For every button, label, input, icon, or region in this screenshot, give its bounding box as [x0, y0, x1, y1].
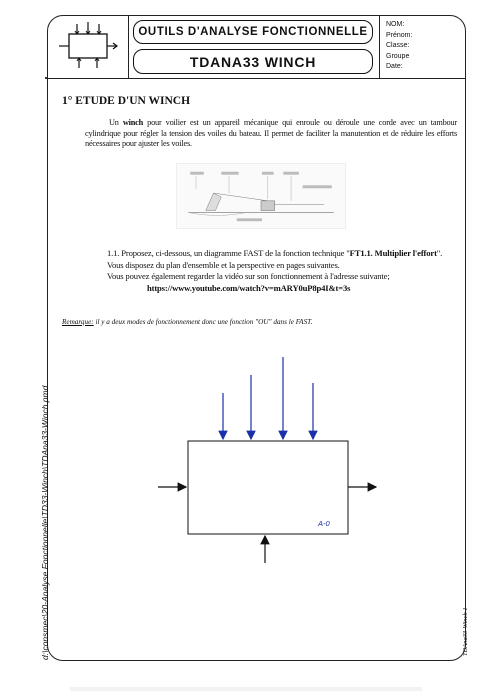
sadt-a0-diagram	[150, 355, 380, 570]
intro-text: pour voilier est un appareil mécanique qui enroule ou déroule une corde avec un tambour cylindrique pour régler la tension des voiles du bateau. Il permet de faciliter la manutention et de réduire les efforts nécessaires pour ajuster les voiles.	[85, 118, 457, 148]
intro-paragraph	[85, 118, 457, 150]
sadt-logo-icon	[55, 20, 121, 72]
winch-schematic-image	[176, 163, 346, 229]
question-main	[85, 248, 461, 260]
a0-label: A-0	[318, 519, 330, 528]
intro-before: Un	[109, 118, 123, 127]
question-prefix: 1.1. Proposez, ci-dessous, un diagramme FAST de la fonction technique "	[107, 248, 350, 258]
document-code: TDANA33 WINCH	[133, 49, 373, 74]
header-divider	[128, 15, 129, 78]
class-field: Classe:	[386, 42, 410, 49]
file-path: d:\consmec\20-Analyse Fonctionnelle\TD33-Winch\TDAna33-Winch.pmd	[40, 385, 50, 660]
firstname-field: Prénom:	[386, 31, 413, 39]
header-divider	[47, 78, 466, 79]
page-footer: TDAna33-Winch 1	[462, 607, 469, 656]
name-field: NOM:	[386, 21, 405, 28]
intro-bold-term: winch	[122, 118, 144, 127]
page-bottom-edge	[70, 687, 422, 691]
margin-mark	[45, 77, 47, 79]
question-function: FT1.1. Multiplier l'effort	[349, 248, 437, 258]
question-suffix: ".	[436, 248, 443, 258]
group-field: Groupe	[386, 52, 410, 60]
section-title: 1° ETUDE D'UN WINCH	[62, 95, 191, 107]
remark-label: Remarque:	[62, 318, 94, 326]
question-line-2: Vous disposez du plan d'ensemble et la perspective en pages suivantes.	[107, 259, 340, 270]
question-block	[85, 248, 461, 294]
header-divider	[379, 15, 380, 78]
student-id-fields	[386, 20, 462, 73]
question-line-3: Vous pouvez également regarder la vidéo sur son fonctionnement à l'adresse suivante;	[107, 271, 390, 281]
document-title: OUTILS D'ANALYSE FONCTIONNELLE	[133, 20, 373, 44]
date-field: Date:	[386, 63, 403, 70]
video-link[interactable]: https://www.youtube.com/watch?v=mARY0uP8p4I&t=3s	[147, 282, 351, 293]
remark	[62, 318, 312, 326]
remark-text: il y a deux modes de fonctionnement donc une fonction "OU" dans le FAST.	[93, 318, 313, 326]
